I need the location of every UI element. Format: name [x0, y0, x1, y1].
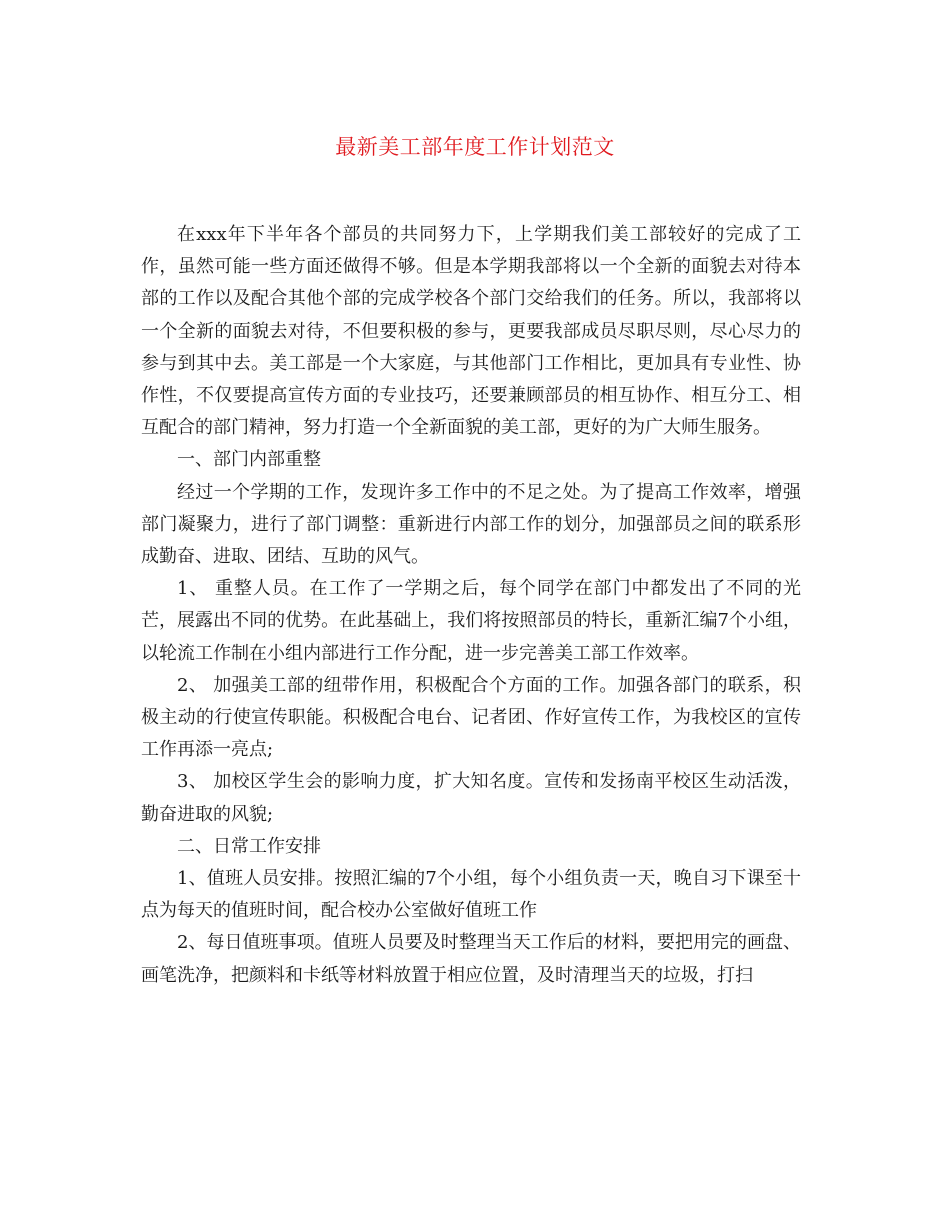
- list-item-1: 1、 重整人员。在工作了一学期之后，每个同学在部门中都发出了不同的光芒，展露出不同的优势。在此基础上，我们将按照部员的特长，重新汇编7个小组，以轮流工作制在小组内部进行工作分配，进一步完善美工部工作效率。: [141, 578, 801, 664]
- paragraph-section-1: 经过一个学期的工作，发现许多工作中的不足之处。为了提高工作效率，增强部门凝聚力，进行了部门调整：重新进行内部工作的划分，加强部员之间的联系形成勤奋、进取、团结、互助的风气。: [141, 481, 801, 568]
- list-item-2: 2、 加强美工部的纽带作用，积极配合个方面的工作。加强各部门的联系，积极主动的行使宣传职能。积极配合电台、记者团、作好宣传工作，为我校区的宣传工作再添一亮点;: [141, 674, 801, 761]
- list-item-duty-1: 1、值班人员安排。按照汇编的7个小组，每个小组负责一天，晚自习下课至十点为每天的值班时间，配合校办公室做好值班工作: [141, 868, 801, 922]
- paragraph-intro: 在xxx年下半年各个部员的共同努力下，上学期我们美工部较好的完成了工作，虽然可能一些方面还做得不够。但是本学期我部将以一个全新的面貌去对待本部的工作以及配合其他个部的完成学校各个部门交给我们的任务。所以，我部将以一个全新的面貌去对待，不但要积极的参与，更要我部成员尽职尽则，尽心尽力的参与到其中去。美工部是一个大家庭，与其他部门工作相比，更加具有专业性、协作性，不仅要提高宣传方面的专业技巧，还要兼顾部员的相互协作、相互分工、相互配合的部门精神，努力打造一个全新面貌的美工部，更好的为广大师生服务。: [141, 224, 801, 439]
- document-body: [141, 219, 801, 992]
- section-heading-2: 二、日常工作安排: [177, 835, 321, 857]
- document-title: 最新美工部年度工作计划范文: [335, 135, 615, 159]
- list-item-duty-2: 2、每日值班事项。值班人员要及时整理当天工作后的材料，要把用完的画盘、画笔洗净，把颜料和卡纸等材料放置于相应位置，及时清理当天的垃圾，打扫: [141, 932, 801, 986]
- section-heading-1: 一、部门内部重整: [177, 449, 321, 471]
- list-item-3: 3、 加校区学生会的影响力度，扩大知名度。宣传和发扬南平校区生动活泼，勤奋进取的风貌;: [141, 771, 801, 825]
